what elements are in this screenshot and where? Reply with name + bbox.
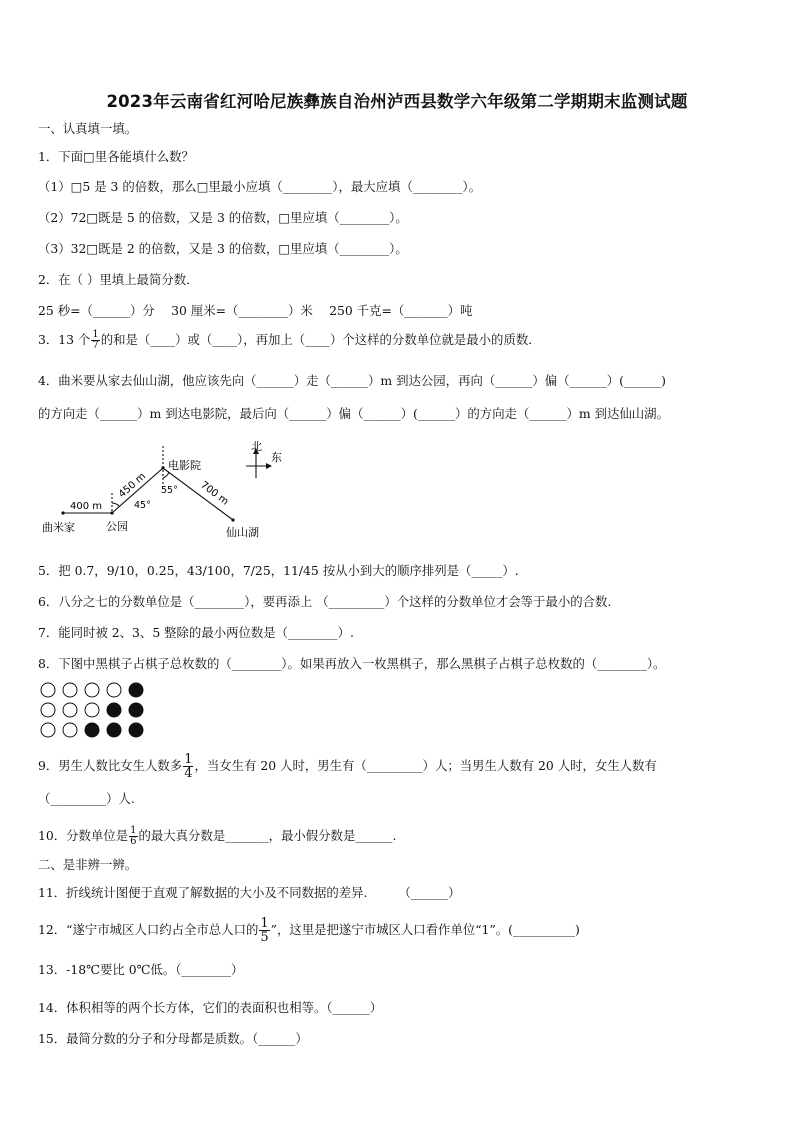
question-9-text-a: 9．男生人数比女生人数多 [38, 758, 183, 773]
fraction-denominator: 7 [92, 340, 99, 351]
lake-label: 仙山湖 [226, 526, 259, 539]
black-piece [107, 723, 121, 737]
chess-pieces-figure [40, 682, 160, 738]
black-piece [85, 723, 99, 737]
question-3 [38, 330, 541, 351]
question-10 [38, 826, 396, 847]
distance-home-park: 400 m [70, 501, 103, 512]
fraction-1-5 [259, 917, 269, 944]
fraction-numerator: 1 [184, 752, 193, 767]
question-15: 15．最简分数的分子和分母都是质数。（______） [38, 1031, 308, 1046]
fraction-1-7 [91, 330, 99, 351]
lake-point [231, 518, 234, 521]
question-10-text-b: 的最大真分数是_______，最小假分数是______. [138, 828, 397, 843]
angle-label-cinema: 55° [161, 485, 178, 496]
question-6: 6．八分之七的分数单位是（________），要再添上 （_________）个这样的分数单位才会等于最小的合数. [38, 594, 612, 609]
black-piece [129, 723, 143, 737]
home-point [61, 511, 64, 514]
question-9-line-2: （_________）人. [38, 791, 135, 806]
question-10-text-a: 10．分数单位是 [38, 828, 129, 843]
section-heading-1: 一、认真填一填。 [38, 121, 138, 136]
question-8: 8．下图中黑棋子占棋子总枚数的（________）。如果再放入一枚黑棋子，那么黑棋子占棋子总枚数的（________）。 [38, 656, 666, 671]
white-piece [41, 703, 55, 717]
distance-cinema-lake: 700 m [198, 479, 231, 508]
angle-arc-cinema [163, 472, 169, 478]
cinema-label: 电影院 [168, 459, 201, 472]
black-piece [107, 703, 121, 717]
question-13: 13．-18℃要比 0℃低。（________） [38, 962, 244, 977]
fraction-1-4 [183, 753, 193, 780]
fraction-numerator: 1 [260, 916, 269, 931]
black-piece [129, 703, 143, 717]
question-3-text-a: 3．13 个 [38, 332, 91, 347]
question-11: 11．折线统计图便于直观了解数据的大小及不同数据的差异. （______） [38, 885, 461, 900]
compass-north-label: 北 [251, 440, 262, 453]
question-1-part-2: （2）72□既是 5 的倍数，又是 3 的倍数，□里应填（________）。 [38, 210, 408, 225]
white-piece [41, 723, 55, 737]
question-9-line-1 [38, 753, 657, 780]
question-4-line-1: 4．曲米要从家去仙山湖，他应该先向（______）走（______）m 到达公园，再向（______）偏（______）(______) [38, 373, 666, 388]
question-9-text-b: ，当女生有 20 人时，男生有（_________）人；当男生人数有 20 人时，女生人数有 [194, 758, 657, 773]
park-label: 公园 [106, 520, 128, 533]
cinema-point [161, 466, 164, 469]
fraction-denominator: 5 [260, 930, 269, 945]
question-1-stem: 1．下面□里各能填什么数？ [38, 149, 194, 164]
question-14: 14．体积相等的两个长方体，它们的表面积也相等。（______） [38, 1000, 383, 1015]
angle-label-park: 45° [134, 500, 151, 511]
compass-east-label: 东 [271, 451, 282, 464]
fraction-numerator: 1 [92, 329, 99, 340]
angle-arc-park [112, 503, 119, 506]
question-1-part-3: （3）32□既是 2 的倍数，又是 3 的倍数，□里应填（________）。 [38, 241, 408, 256]
question-1-part-1: （1）□5 是 3 的倍数，那么□里最小应填（________），最大应填（________）。 [38, 179, 481, 194]
question-4-line-2: 的方向走（______）m 到达电影院，最后向（______）偏（______）(______）的方向走（______）m 到达仙山湖。 [38, 406, 669, 421]
question-3-text-b: 的和是（____）或（____），再加上（____）个这样的分数单位就是最小的质数． [100, 332, 541, 347]
question-7: 7．能同时被 2、3、5 整除的最小两位数是（________）. [38, 625, 354, 640]
section-heading-2: 二、是非辨一辨。 [38, 857, 138, 872]
question-12-text-b: ”，这里是把遂宁市城区人口看作单位“1”。(__________) [270, 922, 580, 937]
route-map-figure [30, 438, 330, 548]
question-12-text-a: 12．“遂宁市城区人口约占全市总人口的 [38, 922, 259, 937]
fraction-denominator: 4 [184, 766, 193, 781]
distance-park-cinema: 450 m [116, 470, 149, 501]
white-piece [63, 723, 77, 737]
white-piece [63, 683, 77, 697]
question-2-stem: 2．在（ ）里填上最简分数． [38, 272, 199, 287]
question-5: 5．把 0.7，9/10，0.25，43/100，7/25，11/45 按从小到大的顺序排列是（_____）. [38, 563, 519, 578]
white-piece [63, 703, 77, 717]
white-piece [85, 703, 99, 717]
black-piece [129, 683, 143, 697]
fraction-denominator: 6 [130, 836, 137, 847]
page-title: 2023年云南省红河哈尼族彝族自治州泸西县数学六年级第二学期期末监测试题 [106, 92, 688, 111]
question-2-line: 25 秒=（______）分 30 厘米=（________）米 250 千克=（_______）吨 [38, 303, 473, 318]
question-12 [38, 917, 580, 944]
park-point [110, 511, 113, 514]
fraction-numerator: 1 [130, 825, 137, 836]
home-label: 曲米家 [42, 521, 75, 534]
white-piece [85, 683, 99, 697]
white-piece [107, 683, 121, 697]
white-piece [41, 683, 55, 697]
fraction-1-6 [129, 826, 137, 847]
